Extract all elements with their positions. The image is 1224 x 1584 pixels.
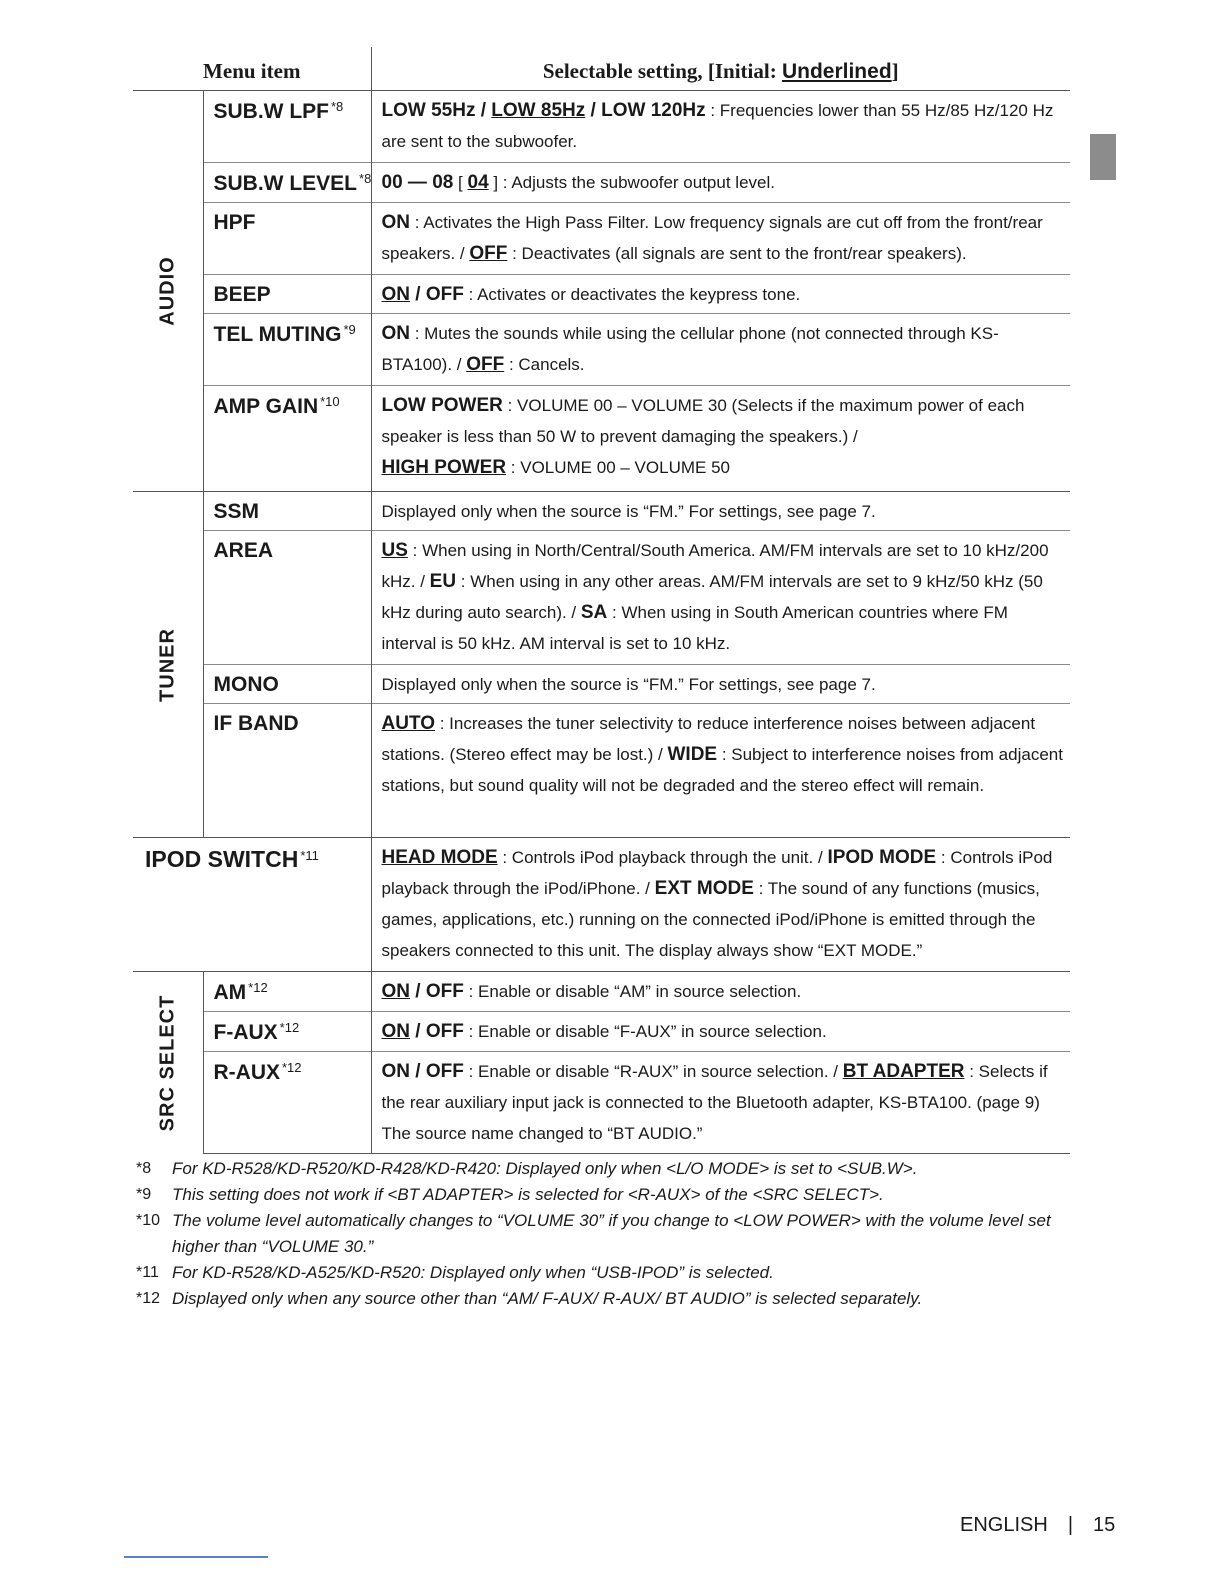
group-label-src-select: SRC SELECT [133,972,203,1154]
table-row [133,314,1070,386]
bottom-accent-line [124,1556,268,1558]
setting-subw-level: 00 — 08 [ 04 ] : Adjusts the subwoofer output level. [371,163,1070,203]
group-label-audio: AUDIO [133,91,203,492]
page-number: 15 [1093,1514,1116,1536]
selectable-setting-header: Selectable setting, [Initial: Underlined] [371,47,1070,91]
footer-separator: | [1067,1514,1074,1536]
footnote: *10 The volume level automatically changes to “VOLUME 30” if you change to <LOW POWER> with the volume level set higher than “VOLUME 30.” [136,1211,1051,1256]
table-row [133,972,1070,1012]
table-row [133,163,1070,203]
setting-beep: ON / OFF : Activates or deactivates the keypress tone. [371,275,1070,314]
footer-language: ENGLISH [960,1514,1048,1536]
menu-item-subw-lpf: SUB.W LPF $^{*8}$ [203,91,371,163]
menu-item-hpf: HPF [203,203,371,275]
table-row [133,665,1070,704]
menu-item-mono: MONO [203,665,371,704]
menu-item-subw-level: SUB.W LEVEL $^{*8}$ [203,163,371,203]
setting-mono: Displayed only when the source is “FM.” For settings, see page 7. [371,665,1070,704]
table-row [133,1012,1070,1052]
table-row [133,203,1070,275]
setting-f-aux: ON / OFF : Enable or disable “F-AUX” in source selection. [371,1012,1070,1052]
table-row [133,838,1070,972]
menu-item-ipod-switch: IPOD SWITCH $^{*11}$ [133,838,371,972]
setting-amp-gain: LOW POWER : VOLUME 00 – VOLUME 30 (Selects if the maximum power of each speaker is less than 50 W to prevent damaging the speakers.) / HIGH POWER : VOLUME 00 – VOLUME 50 [371,386,1070,492]
footnotes [136,1156,1076,1312]
section-tab-marker [1090,134,1116,180]
menu-item-beep: BEEP [203,275,371,314]
table-row [133,704,1070,838]
setting-am: ON / OFF : Enable or disable “AM” in source selection. [371,972,1070,1012]
setting-area: US : When using in North/Central/South America. AM/FM intervals are set to 10 kHz/200 kHz. / EU : When using in any other areas. AM/FM intervals are set to 9 kHz/50 kHz (50 kHz during auto search). / SA : When using in South American countries where FM interval is 50 kHz. AM interval is set to 10 kHz. [371,531,1070,665]
setting-if-band: AUTO : Increases the tuner selectivity to reduce interference noises between adjacent stations. (Stereo effect may be lost.) / WIDE : Subject to interference noises from adjacent stations, but sound quality will not be degraded and the stereo effect will remain. [371,704,1070,838]
table-header-row [133,47,1070,91]
menu-item-ssm: SSM [203,492,371,531]
menu-item-amp-gain: AMP GAIN $^{*10}$ [203,386,371,492]
footnote: *9 This setting does not work if <BT ADAPTER> is selected for <R-AUX> of the <SRC SELECT>. [136,1185,884,1204]
menu-item-if-band: IF BAND [203,704,371,838]
setting-ipod-switch: HEAD MODE : Controls iPod playback through the unit. / IPOD MODE : Controls iPod playback through the iPod/iPhone. / EXT MODE : The sound of any functions (musics, games, applications, etc.) running on the connected iPod/iPhone is emitted through the speakers connected to this unit. The display always show “EXT MODE.” [371,838,1070,972]
footnote: *8 For KD-R528/KD-R520/KD-R428/KD-R420: Displayed only when <L/O MODE> is set to <SUB.W>. [136,1159,918,1178]
menu-item-tel-muting: TEL MUTING $^{*9}$ [203,314,371,386]
setting-ssm: Displayed only when the source is “FM.” For settings, see page 7. [371,492,1070,531]
setting-r-aux: ON / OFF : Enable or disable “R-AUX” in source selection. / BT ADAPTER : Selects if the rear auxiliary input jack is connected to the Bluetooth adapter, KS-BTA100. (page 9) The source name changed to “BT AUDIO.” [371,1052,1070,1154]
footnote: *11 For KD-R528/KD-A525/KD-R520: Displayed only when “USB-IPOD” is selected. [136,1263,774,1282]
table-row [133,531,1070,665]
menu-item-f-aux: F-AUX $^{*12}$ [203,1012,371,1052]
settings-table [133,47,1070,1154]
menu-item-r-aux: R-AUX $^{*12}$ [203,1052,371,1154]
table-row [133,386,1070,492]
setting-hpf: ON : Activates the High Pass Filter. Low frequency signals are cut off from the front/rear speakers. / OFF : Deactivates (all signals are sent to the front/rear speakers). [371,203,1070,275]
menu-item-header: Menu item [133,47,371,91]
menu-item-am: AM $^{*12}$ [203,972,371,1012]
page-footer [960,1514,1115,1537]
table-row [133,1052,1070,1154]
setting-subw-lpf: LOW 55Hz / LOW 85Hz / LOW 120Hz : Frequencies lower than 55 Hz/85 Hz/120 Hz are sent to the subwoofer. [371,91,1070,163]
table-row [133,91,1070,163]
table-row [133,492,1070,531]
footnote: *12 Displayed only when any source other than “AM/ F-AUX/ R-AUX/ BT AUDIO” is selected separately. [136,1289,923,1308]
group-label-tuner: TUNER [133,492,203,838]
setting-tel-muting: ON : Mutes the sounds while using the cellular phone (not connected through KS-BTA100). / OFF : Cancels. [371,314,1070,386]
table-row [133,275,1070,314]
menu-item-area: AREA [203,531,371,665]
